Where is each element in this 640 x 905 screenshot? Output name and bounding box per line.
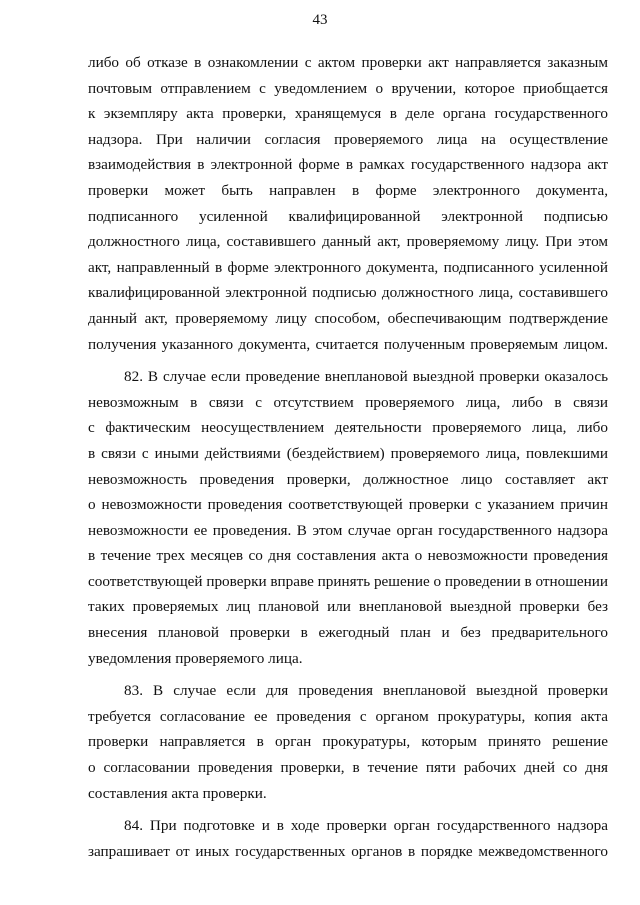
page-number: 43 (312, 12, 328, 28)
text-line: подписанного усиленной квалифицированной электронной подписью (88, 207, 608, 225)
text-line: внесения плановой проверки в ежегодный план и без предварительного (88, 624, 608, 642)
text-line: почтовым отправлением с уведомлением о вручении, которое приобщается (88, 79, 608, 97)
text-line: квалифицированной электронной подписью должностного лица, составившего (88, 284, 608, 302)
text-line: уведомления проверяемого лица. (88, 649, 303, 667)
text-line: о согласовании проведения проверки, в течение пяти рабочих дней со дня (88, 759, 608, 777)
text-line: данный акт, проверяемому лицу способом, обеспечивающим подтверждение (88, 309, 608, 327)
text-line: проверки направляется в орган прокуратуры, которым принято решение (88, 733, 608, 751)
text-line: в течение трех месяцев со дня составления акта о невозможности проведения (88, 547, 608, 565)
text-line: акт, направленный в форме электронного документа, подписанного усиленной (88, 258, 608, 276)
text-line: проверки может быть направлен в форме электронного документа, (88, 181, 608, 199)
text-line: о невозможности проведения соответствующей проверки с указанием причин (88, 496, 608, 514)
text-line: 82. В случае если проведение внеплановой выездной проверки оказалось (124, 368, 608, 386)
text-line: должностного лица, составившего данный акт, проверяемому лицу. При этом (88, 233, 608, 251)
paragraph-84 (88, 813, 608, 864)
text-line: либо об отказе в ознакомлении с актом проверки акт направляется заказным (88, 54, 608, 71)
paragraph-83 (88, 678, 608, 806)
text-line: невозможность проведения проверки, должностное лицо составляет акт (88, 470, 608, 488)
text-line: 83. В случае если для проведения внеплановой выездной проверки (124, 682, 608, 700)
text-line: взаимодействия в электронной форме в рамках государственного надзора акт (88, 156, 608, 174)
text-line: запрашивает от иных государственных органов в порядке межведомственного (88, 842, 608, 860)
paragraph-continuation (88, 50, 608, 357)
document-body (88, 50, 608, 864)
text-line: невозможности ее проведения. В этом случае орган государственного надзора (88, 521, 608, 539)
text-line: надзора. При наличии согласия проверяемого лица на осуществление (88, 130, 608, 148)
text-line: получения указанного документа, считается полученным проверяемым лицом. (88, 335, 608, 353)
text-line: составления акта проверки. (88, 784, 267, 802)
text-line: требуется согласование ее проведения с органом прокуратуры, копия акта (88, 707, 608, 725)
text-line: с фактическим неосуществлением деятельности проверяемого лица, либо (88, 419, 608, 437)
text-line: таких проверяемых лиц плановой или внеплановой выездной проверки без (88, 598, 608, 616)
text-line: 84. При подготовке и в ходе проверки орган государственного надзора (124, 817, 608, 835)
text-line: невозможным в связи с отсутствием проверяемого лица, либо в связи (88, 393, 608, 411)
text-line: соответствующей проверки вправе принять решение о проведении в отношении (88, 572, 609, 590)
paragraph-82 (88, 364, 608, 671)
text-line: в связи с иными действиями (бездействием) проверяемого лица, повлекшими (88, 444, 608, 462)
text-line: к экземпляру акта проверки, хранящемуся в деле органа государственного (88, 105, 608, 123)
